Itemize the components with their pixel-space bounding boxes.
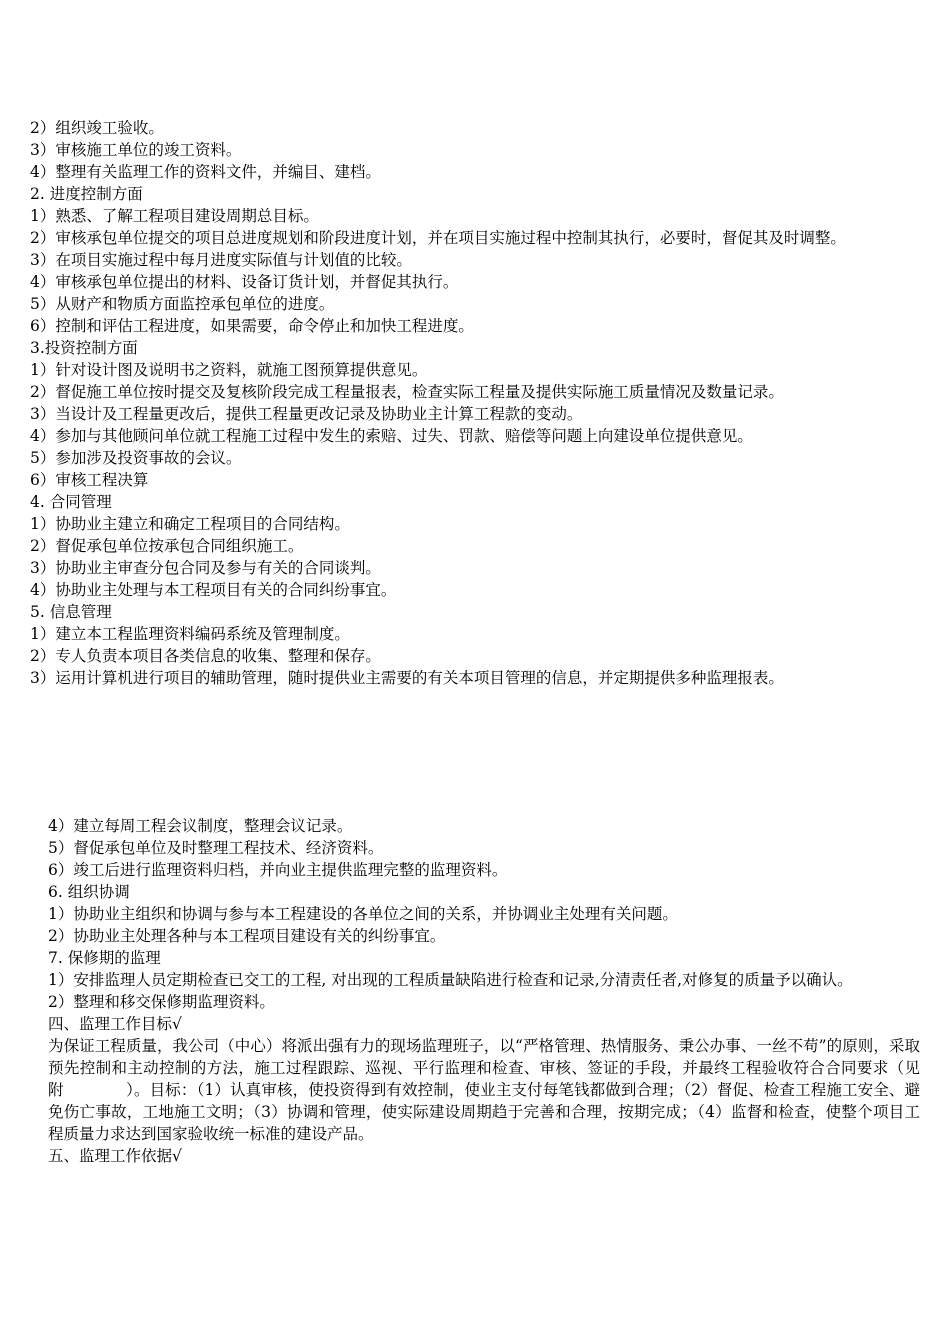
supervision-goals-section (48, 815, 920, 1167)
list-item: 2）整理和移交保修期监理资料。 (48, 993, 275, 1011)
list-item: 3）在项目实施过程中每月进度实际值与计划值的比较。 (30, 251, 412, 269)
list-item: 4）整理有关监理工作的资料文件，并编目、建档。 (30, 163, 381, 181)
section-heading-information-management: 5. 信息管理 (30, 603, 112, 621)
goals-paragraph: 为保证工程质量，我公司（中心）将派出强有力的现场监理班子，以“严格管理、热情服务、秉公办事、一丝不苟”的原则，采取预先控制和主动控制的方法，施工过程跟踪、巡视、平行监理和检查、审核、签证的手段，并最终工程验收符合合同要求（见附 ）。目标：（1）认真审核，使投资得到有效控制，使业主支付每笔钱都做到合理；（2）督促、检查工程施工安全、避免伤亡事故，工地施工文明；（3）协调和管理，使实际建设周期趋于完善和合理，按期完成；（4）监督和检查，使整个项目工程质量力求达到国家验收统一标准的建设产品。 (48, 1037, 920, 1143)
list-item: 4）审核承包单位提出的材料、设备订货计划，并督促其执行。 (30, 273, 459, 291)
list-item: 1）安排监理人员定期检查已交工的工程, 对出现的工程质量缺陷进行检查和记录,分清责任者,对修复的质量予以确认。 (48, 971, 853, 989)
list-item: 3）运用计算机进行项目的辅助管理，随时提供业主需要的有关本项目管理的信息，并定期提供多种监理报表。 (30, 669, 784, 687)
list-item: 5）督促承包单位及时整理工程技术、经济资料。 (48, 839, 384, 857)
list-item: 2）专人负责本项目各类信息的收集、整理和保存。 (30, 647, 381, 665)
section-heading-supervision-goals: 四、监理工作目标√ (48, 1015, 182, 1033)
supervision-duties-section (30, 117, 922, 689)
list-item: 1）熟悉、了解工程项目建设周期总目标。 (30, 207, 319, 225)
section-heading-supervision-basis: 五、监理工作依据√ (48, 1147, 182, 1165)
list-item: 2）组织竣工验收。 (30, 119, 164, 137)
section-heading-coordination: 6. 组织协调 (48, 883, 130, 901)
section-heading-investment-control: 3.投资控制方面 (30, 339, 138, 357)
list-item: 1）建立本工程监理资料编码系统及管理制度。 (30, 625, 350, 643)
section-heading-warranty-supervision: 7. 保修期的监理 (48, 949, 161, 967)
list-item: 4）协助业主处理与本工程项目有关的合同纠纷事宜。 (30, 581, 397, 599)
list-item: 2）督促施工单位按时提交及复核阶段完成工程量报表，检查实际工程量及提供实际施工质量情况及数量记录。 (30, 383, 784, 401)
list-item: 4）建立每周工程会议制度，整理会议记录。 (48, 817, 353, 835)
list-item: 4）参加与其他顾问单位就工程施工过程中发生的索赔、过失、罚款、赔偿等问题上向建设单位提供意见。 (30, 427, 753, 445)
list-item: 2）审核承包单位提交的项目总进度规划和阶段进度计划，并在项目实施过程中控制其执行，必要时，督促其及时调整。 (30, 229, 846, 247)
list-item: 6）竣工后进行监理资料归档，并向业主提供监理完整的监理资料。 (48, 861, 508, 879)
list-item: 1）协助业主建立和确定工程项目的合同结构。 (30, 515, 350, 533)
list-item: 3）当设计及工程量更改后，提供工程量更改记录及协助业主计算工程款的变动。 (30, 405, 583, 423)
list-item: 6）控制和评估工程进度，如果需要，命令停止和加快工程进度。 (30, 317, 474, 335)
list-item: 1）针对设计图及说明书之资料，就施工图预算提供意见。 (30, 361, 428, 379)
list-item: 1）协助业主组织和协调与参与本工程建设的各单位之间的关系，并协调业主处理有关问题。 (48, 905, 678, 923)
section-heading-schedule-control: 2. 进度控制方面 (30, 185, 143, 203)
list-item: 2）协助业主处理各种与本工程项目建设有关的纠纷事宜。 (48, 927, 446, 945)
section-heading-contract-management: 4. 合同管理 (30, 493, 112, 511)
list-item: 5）参加涉及投资事故的会议。 (30, 449, 242, 467)
list-item: 2）督促承包单位按承包合同组织施工。 (30, 537, 304, 555)
list-item: 3）审核施工单位的竣工资料。 (30, 141, 242, 159)
list-item: 6）审核工程决算 (30, 471, 149, 489)
list-item: 3）协助业主审查分包合同及参与有关的合同谈判。 (30, 559, 381, 577)
list-item: 5）从财产和物质方面监控承包单位的进度。 (30, 295, 335, 313)
